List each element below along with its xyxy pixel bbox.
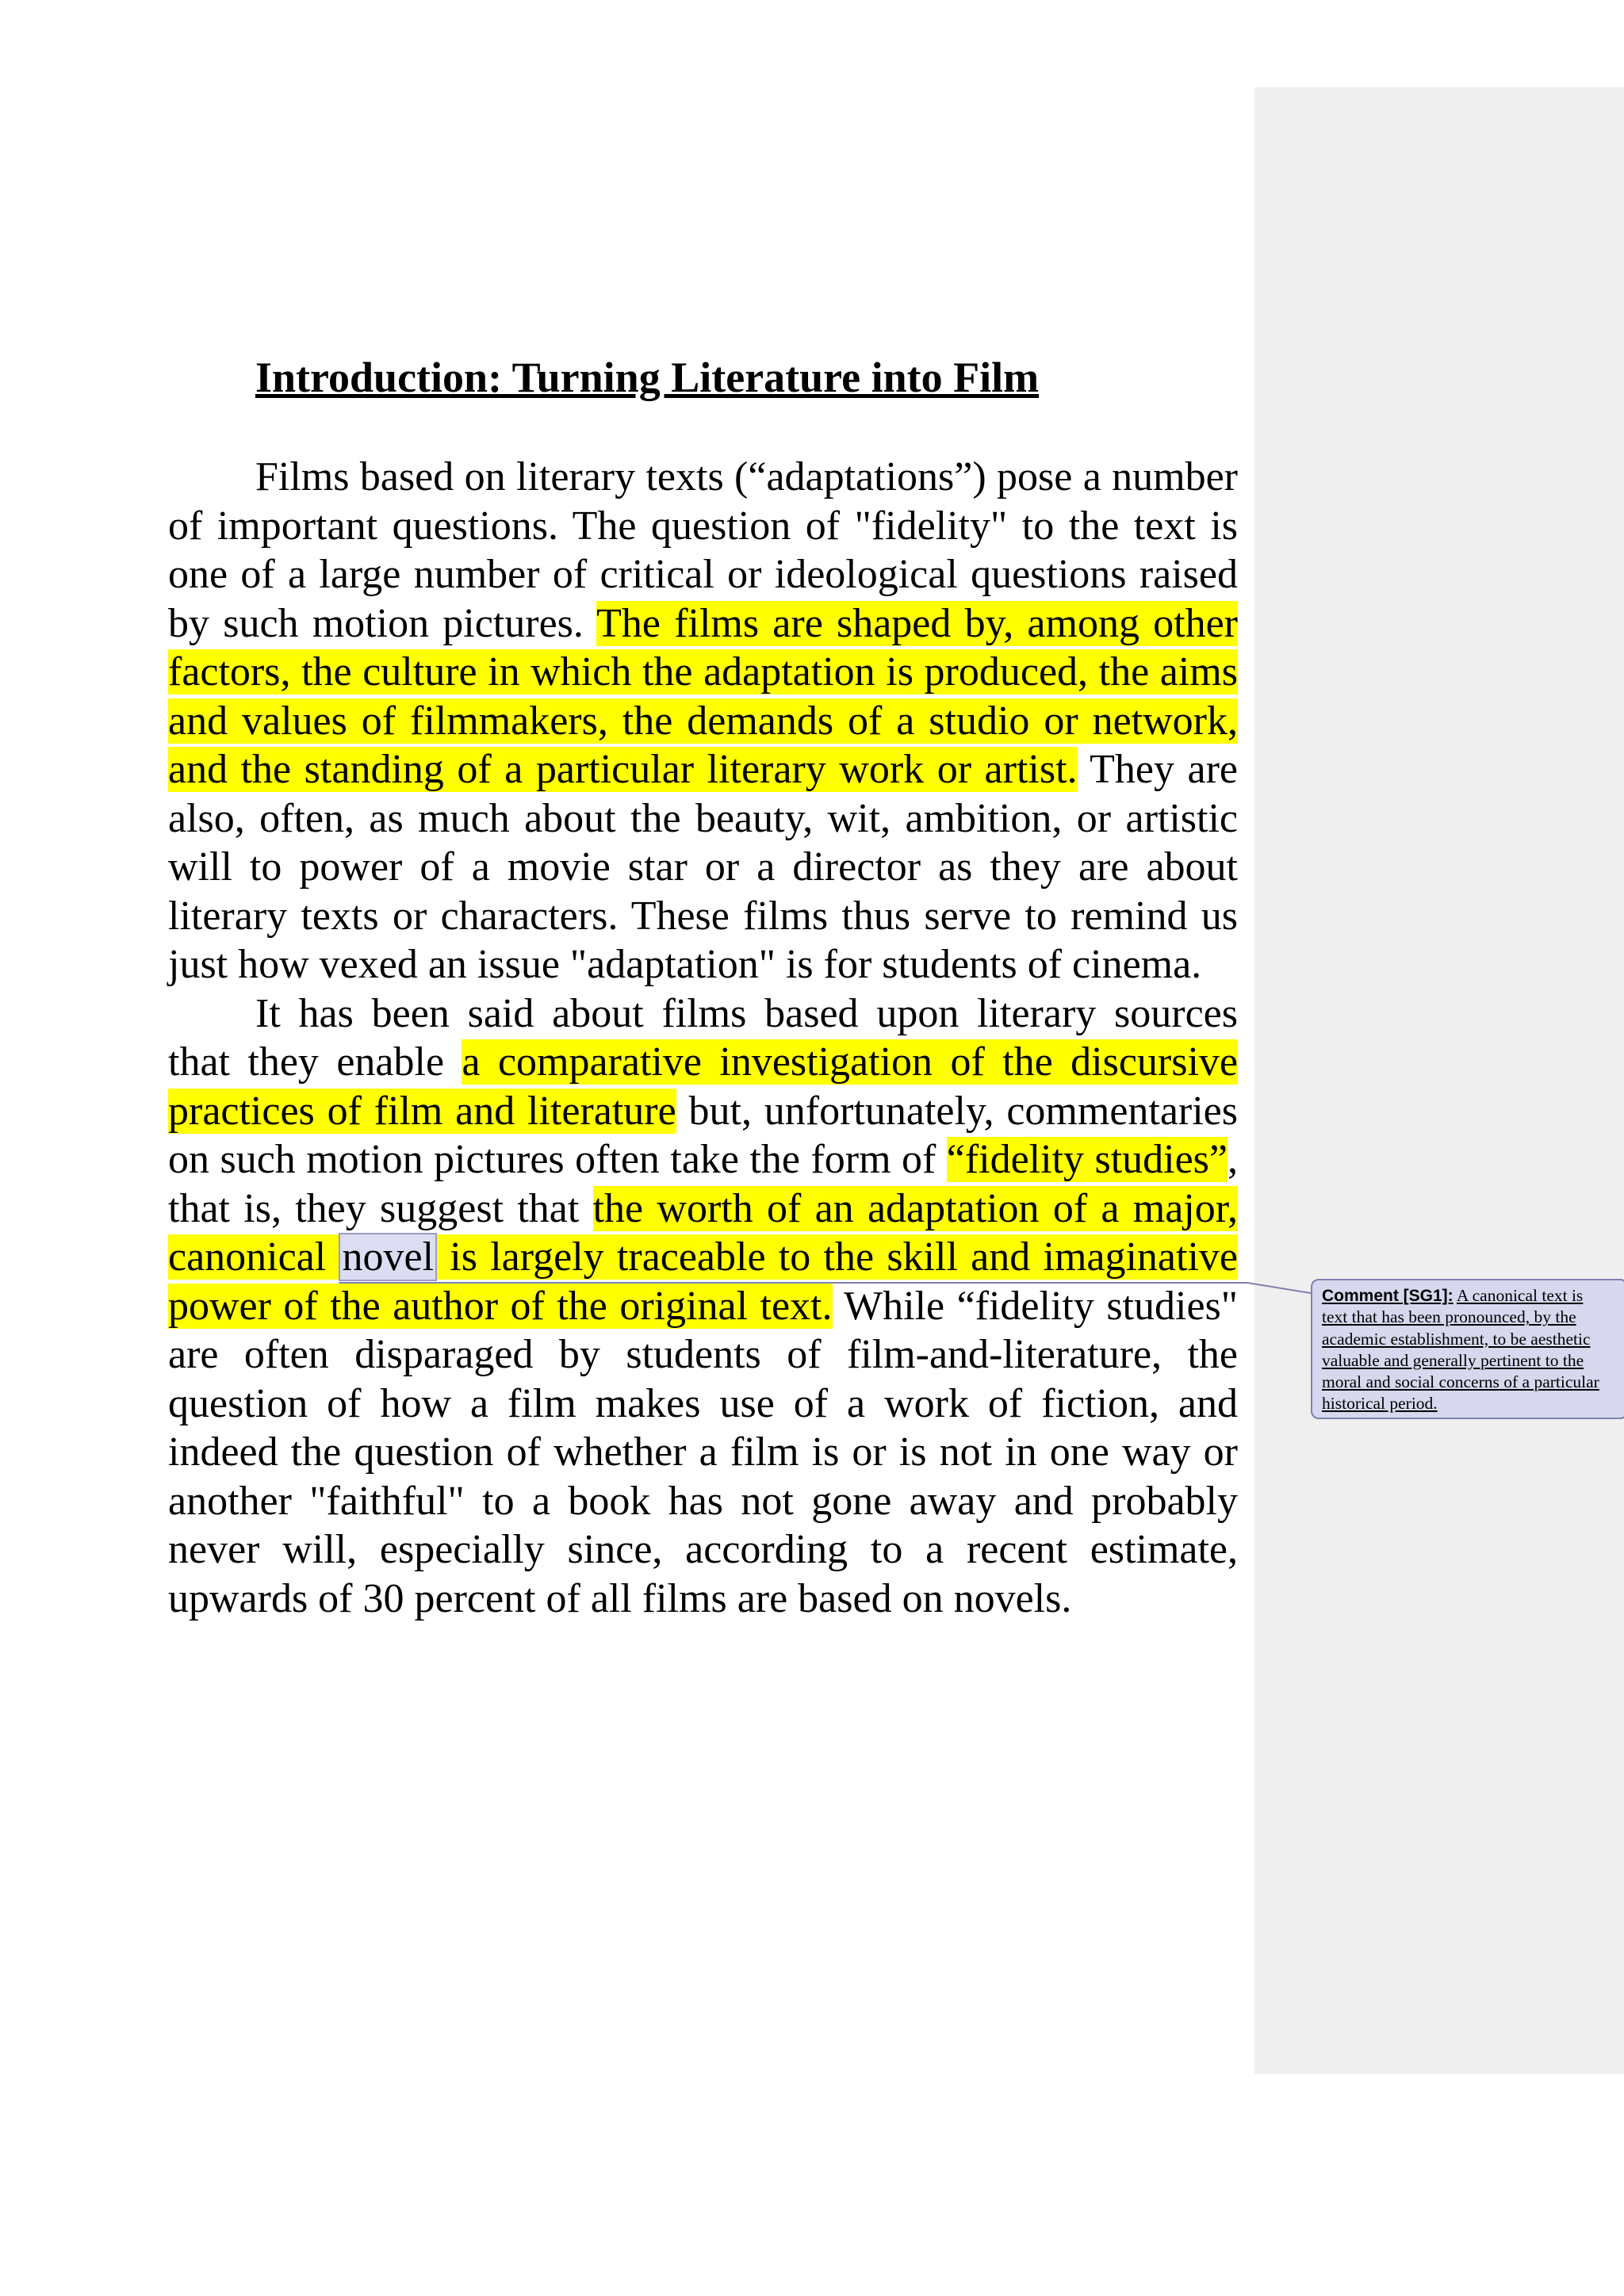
highlighted-text: “fidelity studies” [946, 1137, 1228, 1182]
comment-margin-pane [1254, 87, 1624, 2074]
comment-text-line: historical period. [1322, 1394, 1438, 1414]
comment-text-line: moral and social concerns of a particular [1322, 1372, 1599, 1392]
highlighted-text: a comparative investigation of the discursive practices of film and literature [168, 1039, 1238, 1134]
body-text: It has been said about films based upon literary sources that they enable [168, 990, 1238, 1085]
highlighted-text: is largely traceable to the skill and imaginative power of the author of the original text. [168, 1234, 1238, 1329]
comment-text-line: academic establishment, to be aesthetic [1322, 1329, 1591, 1349]
document-body[interactable] [168, 453, 1238, 1623]
body-text: but, unfortunately, commentaries on such motion pictures often take the form of [168, 1088, 1239, 1182]
comment-balloon[interactable] [1311, 1279, 1624, 1419]
highlighted-text: The films are shaped by, among other factors, the culture in which the adaptation is produced, the aims and values of filmmakers, the demands of a studio or network, and the standing of a particular literary work or artist. [168, 600, 1238, 792]
paragraph-1 [168, 453, 1238, 989]
comment-text-line: A canonical text is [1456, 1286, 1584, 1305]
body-text: While “fidelity studies" are often disparaged by students of film-and-literature, the question of how a film makes use of a work of fiction, and indeed the question of whether a film is or is not in one way or another "faithful" to a book has not gone away and probably never will, especially since, according to a recent estimate, upwards of 30 percent of all films are based on novels. [168, 1283, 1238, 1621]
document-title: Introduction: Turning Literature into Film [255, 354, 1040, 401]
comment-label: Comment [SG1]: [1322, 1287, 1454, 1305]
body-text: Films based on literary texts (“adaptations”) pose a number of important questions. The question of "fidelity" to the text is one of a large number of critical or ideological questions raised by such motion pictures. [168, 454, 1238, 646]
comment-text [1322, 1286, 1624, 1415]
paragraph-2 [168, 989, 1238, 1624]
comment-anchor-text: novel [339, 1233, 437, 1281]
highlighted-text: the worth of an adaptation of a major, canonical [168, 1185, 1238, 1280]
comment-text-line: text that has been pronounced, by the [1322, 1307, 1576, 1327]
body-text: , that is, they suggest that [168, 1137, 1238, 1231]
body-text: They are also, often, as much about the beauty, wit, ambition, or artistic will to power of a movie star or a director as they are about literary texts or characters. These films thus serve to remind us just how vexed an issue "adaptation" is for students of cinema. [168, 747, 1238, 987]
comment-text-line: valuable and generally pertinent to the [1322, 1350, 1584, 1370]
